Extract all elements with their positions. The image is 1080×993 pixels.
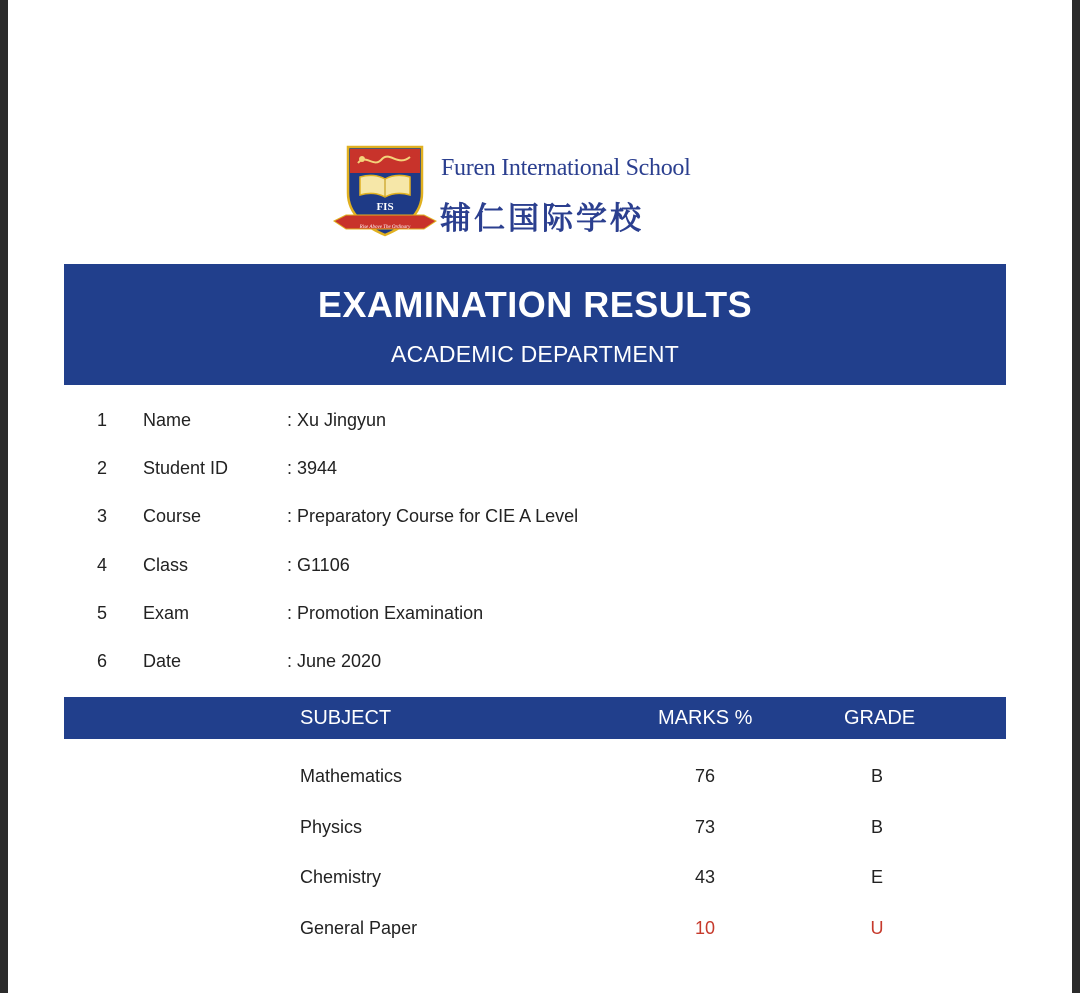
row-number: 1	[97, 410, 108, 430]
field-value: : Promotion Examination	[287, 603, 484, 623]
column-header-marks: MARKS %	[658, 707, 753, 729]
field-label: Date	[143, 651, 182, 671]
grade-cell-failing: U	[870, 918, 884, 938]
department-subtitle: ACADEMIC DEPARTMENT	[391, 341, 679, 367]
school-name-english: Furen International School	[441, 155, 691, 181]
field-label: Exam	[143, 603, 190, 623]
row-number: 4	[97, 555, 108, 575]
subject-cell: Physics	[300, 817, 363, 837]
subject-cell: Mathematics	[300, 766, 403, 786]
crest-motto: Rise Above The Ordinary	[359, 225, 411, 230]
field-value: : Xu Jingyun	[287, 410, 387, 430]
table-row	[8, 817, 1072, 843]
page-title: EXAMINATION RESULTS	[317, 284, 753, 325]
marks-cell-failing: 10	[694, 918, 716, 938]
marks-cell: 43	[694, 867, 716, 887]
marks-cell: 76	[694, 766, 716, 786]
field-label: Student ID	[143, 458, 229, 478]
school-name-chinese: 辅仁国际学校	[440, 201, 644, 237]
table-row	[8, 867, 1072, 893]
field-value: : G1106	[287, 555, 350, 575]
field-label: Name	[143, 410, 192, 430]
field-label: Course	[143, 506, 202, 526]
subject-cell: General Paper	[300, 918, 418, 938]
table-row	[8, 918, 1072, 944]
results-table-header	[64, 697, 1006, 739]
field-value: : June 2020	[287, 651, 382, 671]
field-value: : 3944	[287, 458, 338, 478]
row-number: 2	[97, 458, 108, 478]
subject-cell: Chemistry	[300, 867, 382, 887]
svg-text:FIS: FIS	[376, 201, 394, 213]
column-header-subject: SUBJECT	[300, 707, 392, 729]
row-number: 3	[97, 506, 108, 526]
row-number: 6	[97, 651, 108, 671]
table-row	[8, 766, 1072, 792]
column-header-grade: GRADE	[844, 707, 916, 729]
field-label: Class	[143, 555, 189, 575]
row-number: 5	[97, 603, 108, 623]
grade-cell: B	[870, 817, 883, 837]
header-banner	[64, 264, 1006, 385]
field-value: : Preparatory Course for CIE A Level	[287, 506, 579, 526]
marks-cell: 73	[694, 817, 716, 837]
results-document	[8, 0, 1072, 993]
grade-cell: B	[870, 766, 883, 786]
grade-cell: E	[870, 867, 883, 887]
school-logo	[330, 143, 720, 243]
